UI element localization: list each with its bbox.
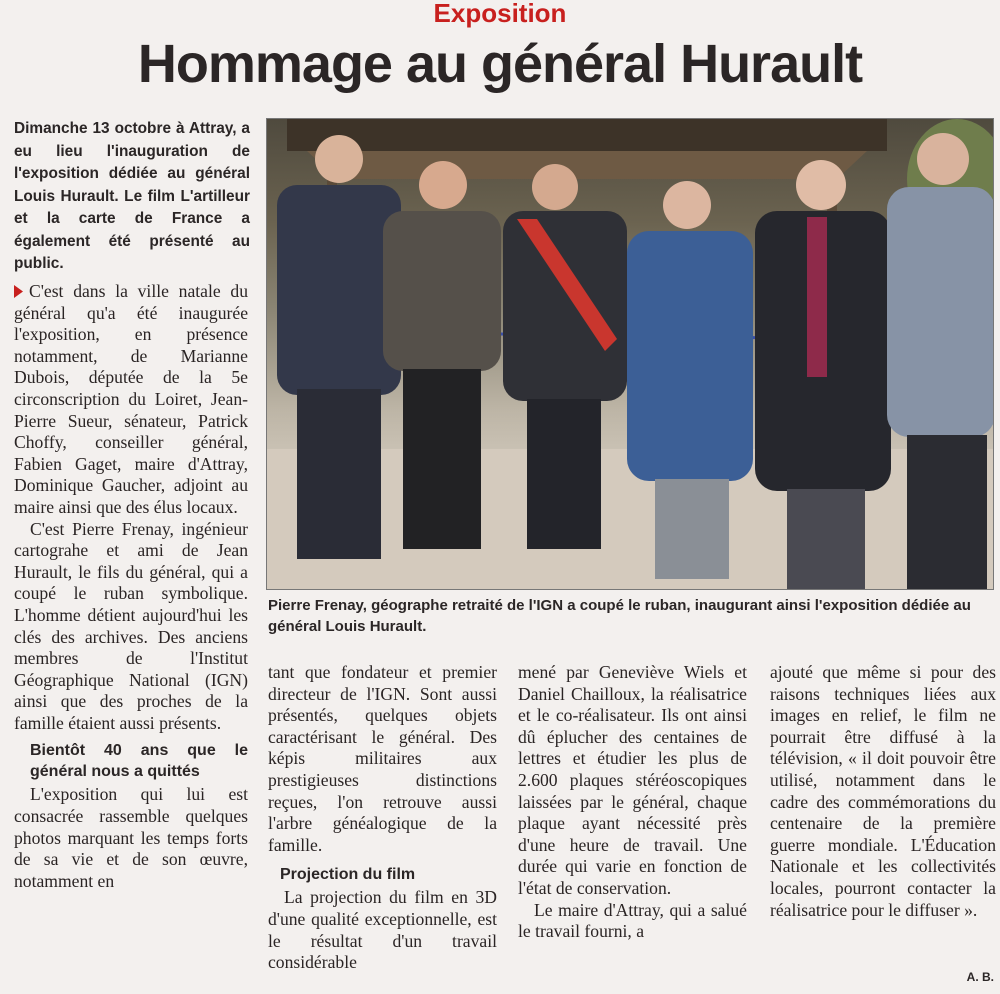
paragraph-text: C'est dans la ville natale du général qu'a été inaugurée l'exposition, en présence notamment, de Marianne Dubois, députée de la 5e circonscription du Loiret, Jean-Pierre Sueur, sénateur, Patrick Choffy, conseiller général, Fabien Gaget, maire d'Attray, Dominique Gaucher, adjoint au maire ainsi que des élus locaux. (14, 281, 248, 517)
paragraph (14, 281, 248, 519)
inauguration-photo (266, 118, 994, 590)
paragraph: ajouté que même si pour des raisons techniques liées aux images en relief, le film ne pourrait être diffusé à la télévision, « il doit pouvoir être utilisé, notamment dans le cadre des commémorations du centenaire de la première guerre mondiale. L'Éducation Nationale et les collectivités locales, pourront contacter la réalisatrice pour le diffuser ». (770, 662, 996, 920)
article-column-2 (268, 662, 497, 974)
paragraph: C'est Pierre Frenay, ingénieur cartograhe et ami de Jean Hurault, le fils du général, qui a coupé le ruban symbolique. L'homme détient aujourd'hui les clés des archives. Des anciens membres de l'Institut Géographique National (IGN) ainsi que des proches de la famille étaient aussi présents. (14, 518, 248, 733)
article-column-3 (518, 662, 747, 943)
paragraph: tant que fondateur et premier directeur de l'IGN. Sont aussi présentés, quelques objets caractérisant le général. Des képis militaires aux prestigieuses distinctions reçues, l'on retrouve aussi l'arbre généalogique de la famille. (268, 662, 497, 855)
paragraph: mené par Geneviève Wiels et Daniel Chailloux, la réalisatrice et le co-réalisateur. Ils ont ainsi dû éplucher des centaines de lettres et étudier les plus de 2.600 plaques stéréoscopiques laissées par le général, chaque plaque ayant nécessité près d'une heure de travail. Une durée qui varie en fonction de l'état de conservation. (518, 662, 747, 898)
bullet-marker-icon (14, 285, 23, 298)
section-kicker: Exposition (433, 0, 567, 28)
subheading: Projection du film (280, 866, 416, 884)
author-signature: A. B. (966, 970, 994, 984)
article-column-4 (770, 662, 996, 921)
headline: Hommage au général Hurault (137, 34, 863, 94)
paragraph: La projection du film en 3D d'une qualité exceptionnelle, est le résultat d'un travail considérable (268, 887, 497, 973)
photo-caption: Pierre Frenay, géographe retraité de l'IGN a coupé le ruban, inaugurant ainsi l'exposition dédiée au général Louis Hurault. (268, 597, 971, 635)
photo-illustration (267, 119, 994, 590)
paragraph: Le maire d'Attray, qui a salué le travail fourni, a (518, 899, 747, 942)
paragraph: L'exposition qui lui est consacrée rassemble quelques photos marquant les temps forts de sa vie et de son œuvre, notamment en (14, 784, 248, 891)
article-column-1 (14, 281, 248, 892)
subheading: Bientôt 40 ans que le général nous a quittés (30, 742, 248, 781)
lead-paragraph: Dimanche 13 octobre à Attray, a eu lieu l'inauguration de l'exposition dédiée au général Louis Hurault. Le film L'artilleur et la carte de France a également été présenté au public. (14, 120, 250, 272)
